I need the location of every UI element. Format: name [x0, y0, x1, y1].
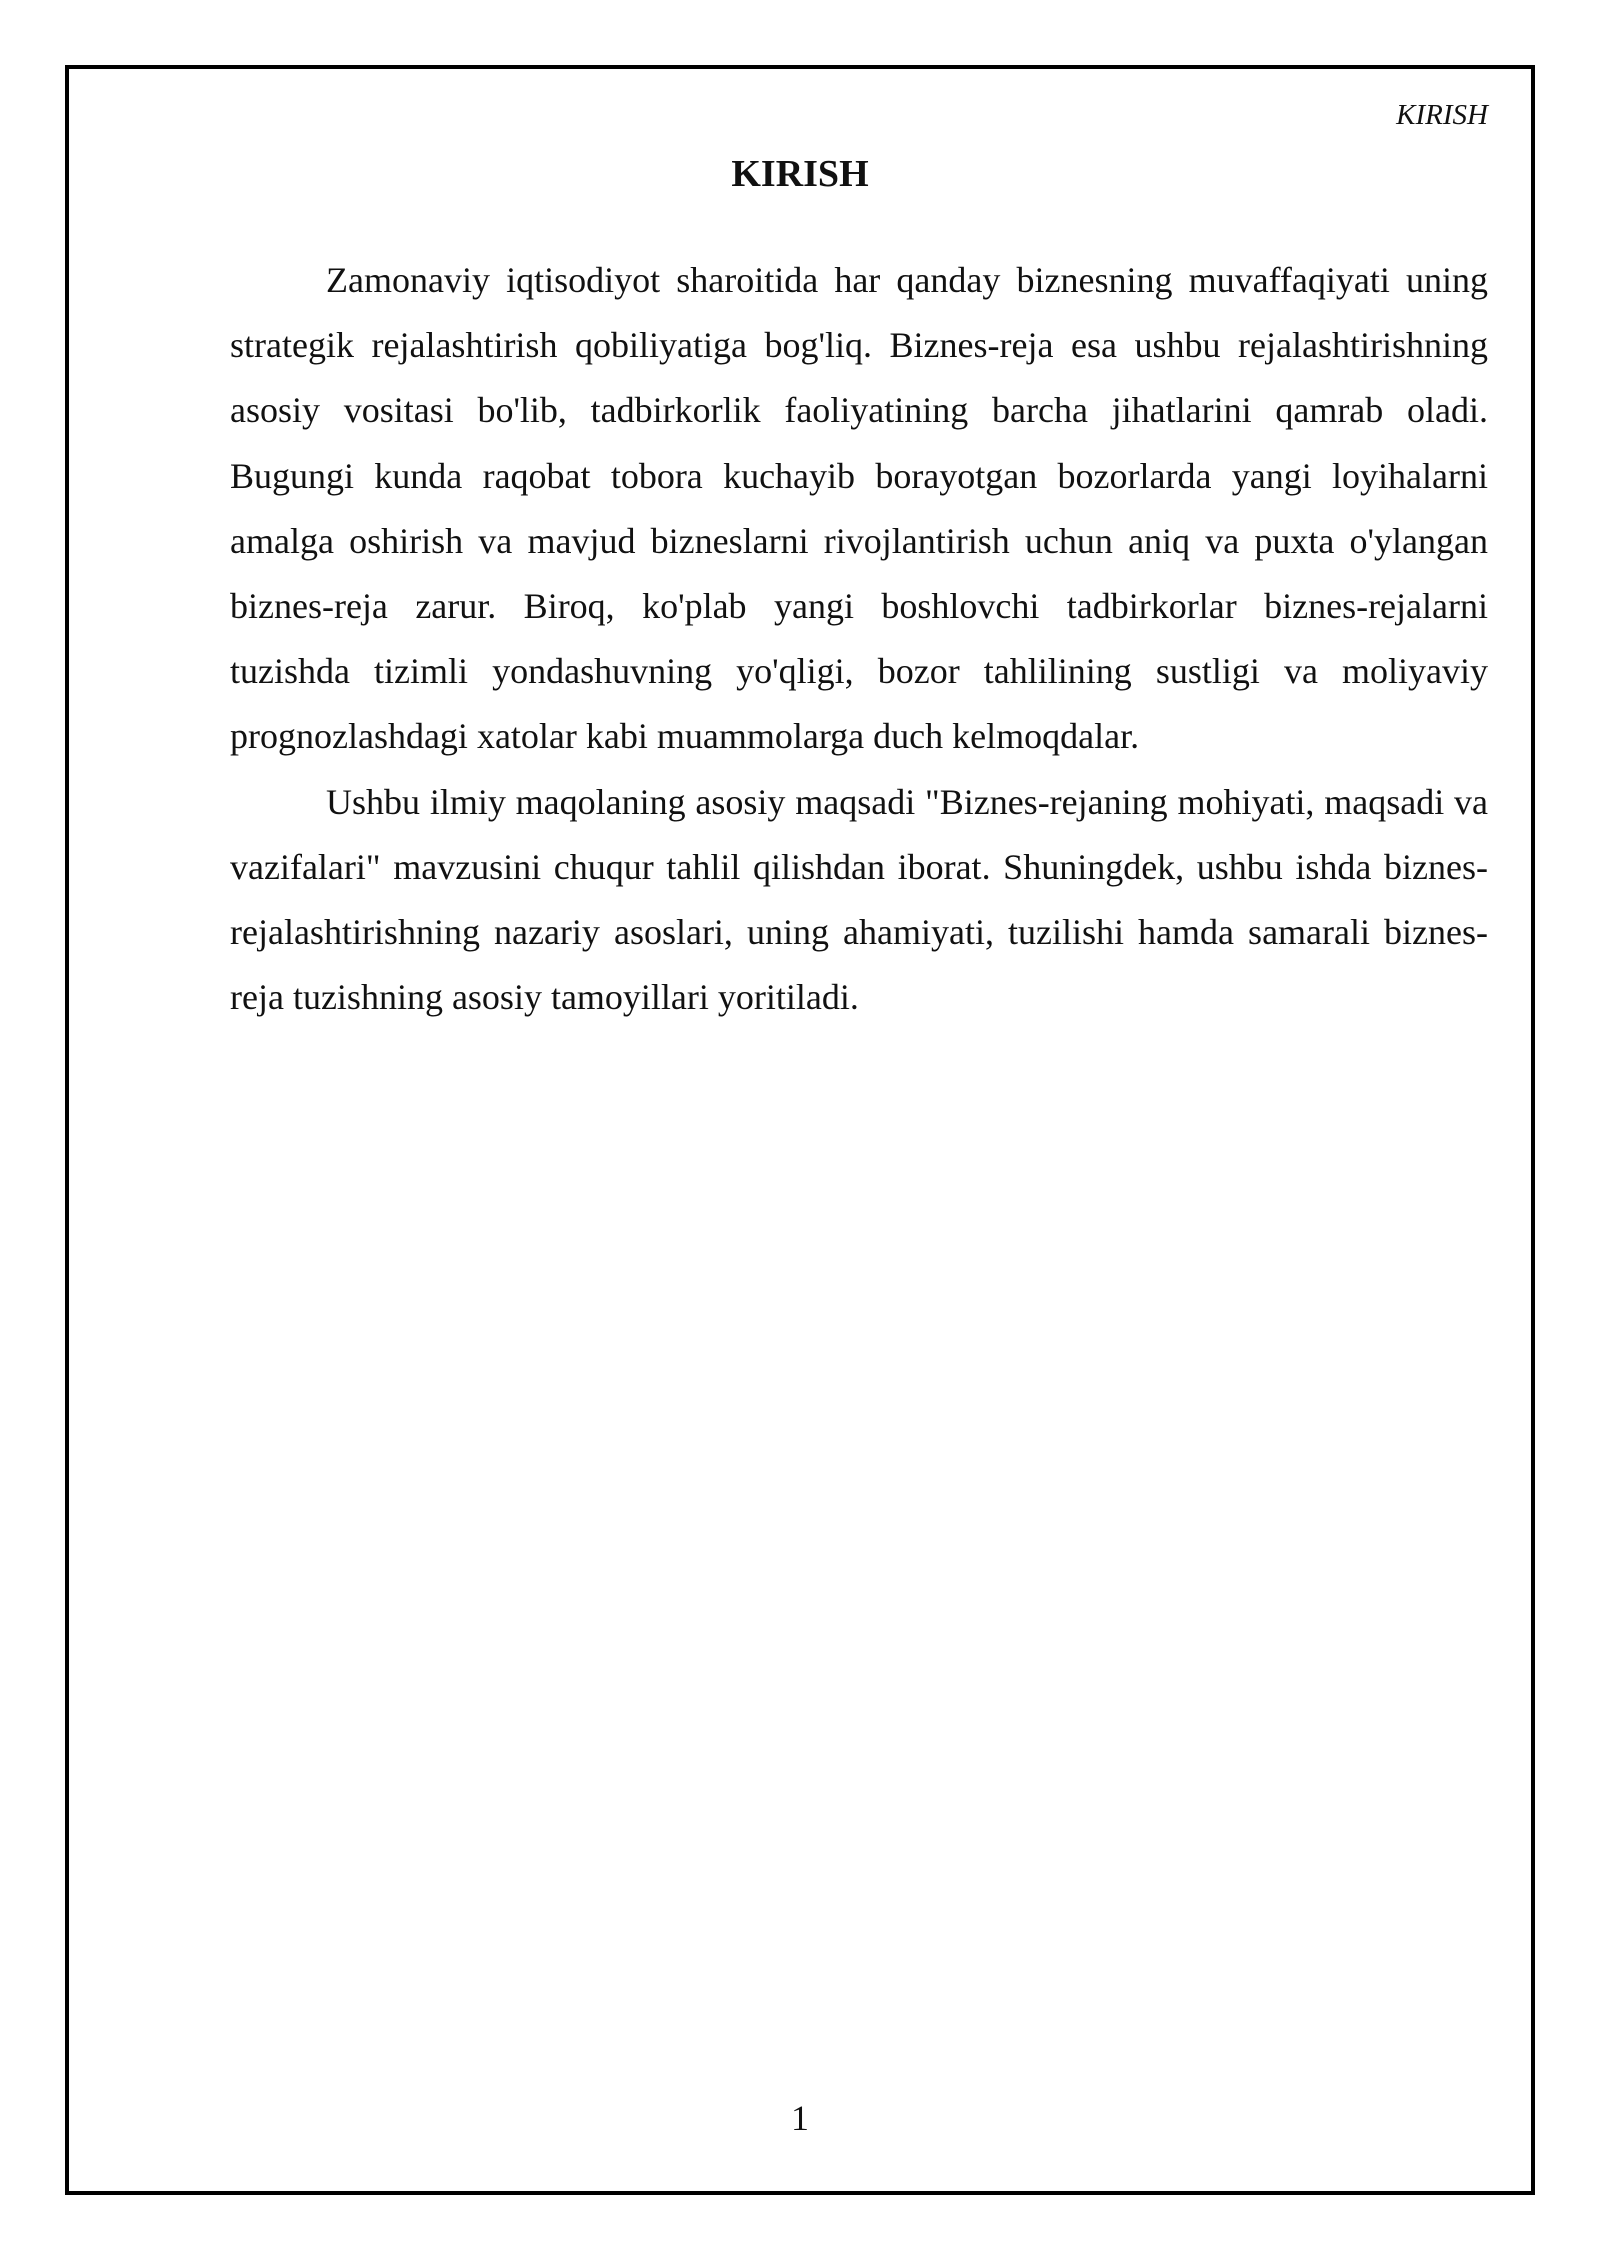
page-title: KIRISH	[731, 153, 869, 195]
running-header: KIRISH	[1396, 99, 1488, 131]
paragraph-aim: Ushbu ilmiy maqolaning asosiy maqsadi "Biznes-rejaning mohiyati, maqsadi va vazifalari" mavzusini chuqur tahlil qilishdan iborat. Shuningdek, ushbu ishda biznes-rejalashtirishning nazariy asoslari, uning ahamiyati, tuzilishi hamda samarali biznes-reja tuzishning asosiy tamoyillari yoritiladi.	[230, 781, 1488, 1018]
body-text	[230, 248, 1488, 1030]
page-number: 1	[791, 2098, 809, 2138]
paragraph-intro: Zamonaviy iqtisodiyot sharoitida har qanday biznesning muvaffaqiyati uning strategik rejalashtirish qobiliyatiga bog'liq. Biznes-reja esa ushbu rejalashtirishning asosiy vositasi bo'lib, tadbirkorlik faoliyatining barcha jihatlarini qamrab oladi. Bugungi kunda raqobat tobora kuchayib borayotgan bozorlarda yangi loyihalarni amalga oshirish va mavjud bizneslarni rivojlantirish uchun aniq va puxta o'ylangan biznes-reja zarur. Biroq, ko'plab yangi boshlovchi tadbirkorlar biznes-rejalarni tuzishda tizimli yondashuvning yo'qligi, bozor tahlilining sustligi va moliyaviy prognozlashdagi xatolar kabi muammolarga duch kelmoqdalar.	[230, 260, 1488, 757]
